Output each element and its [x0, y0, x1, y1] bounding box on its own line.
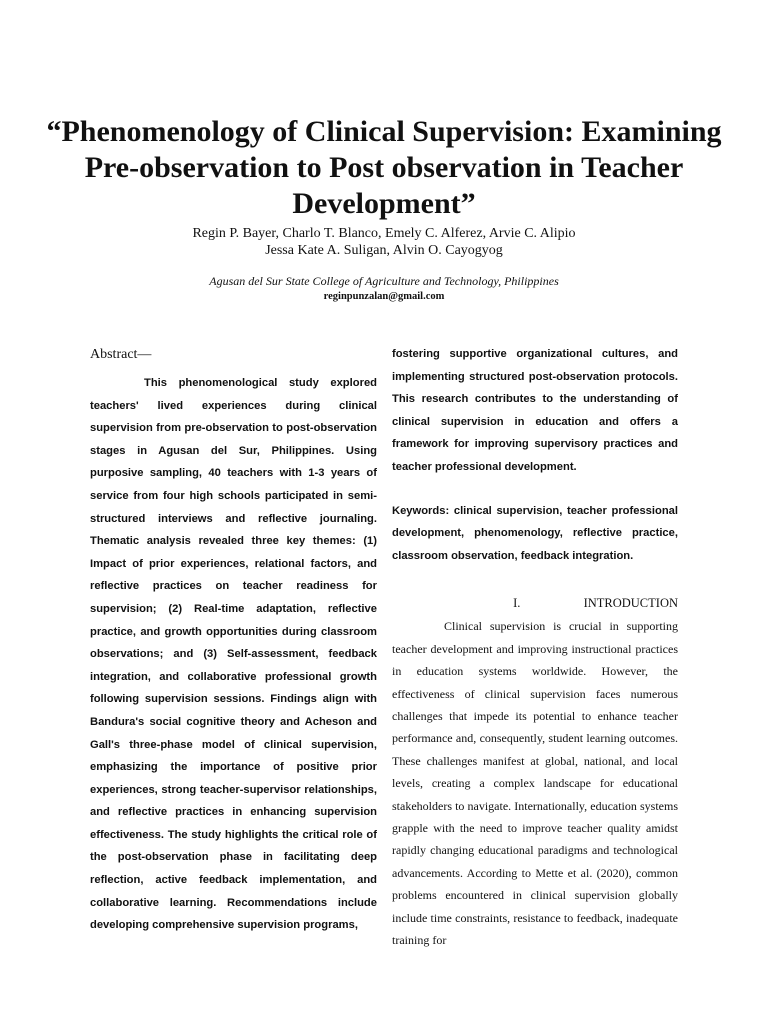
abstract-body: This phenomenological study explored teachers' lived experiences during clinical supervision from pre-observation to post-observation stages in Agusan del Sur, Philippines. Using purposive sampling, 40 teachers with 1-3 years of service from four high schools participated in semi-structured interviews and reflective journaling. Thematic analysis revealed three key themes: (1) Impact of prior experiences, relational factors, and reflective practices on teacher readiness for supervision; (2) Real-time adaptation, reflective practice, and growth opportunities during classroom observations; and (3) Self-assessment, feedback integration, and collaborative professional growth following supervision sessions. Findings align with Bandura's social cognitive theory and Acheson and Gall's three-phase model of clinical supervision, emphasizing the importance of positive prior experiences, strong teacher-supervisor relationships, and reflective practices in enhancing supervision effectiveness. The study highlights the critical role of the post-observation phase in facilitating deep reflection, active feedback implementation, and collaborative learning. Recommendations include developing comprehensive supervision programs,	[90, 377, 377, 932]
left-column	[90, 346, 377, 937]
abstract-continuation: fostering supportive organizational cultures, and implementing structured post-observation protocols. This research contributes to the understanding of clinical supervision in education and offers a framework for improving supervisory practices and teacher professional development.	[392, 348, 678, 473]
author-list	[40, 225, 728, 259]
paper-title: “Phenomenology of Clinical Supervision: Examining Pre-observation to Post observation in Teacher Development”	[46, 115, 722, 220]
introduction-body: Clinical supervision is crucial in supporting teacher development and improving instructional practices in education systems worldwide. However, the effectiveness of clinical supervision faces numerous challenges that impede its potential to enhance teacher performance and, consequently, student learning outcomes. These challenges manifest at global, national, and local levels, creating a complex landscape for educational stakeholders to navigate. Internationally, education systems grapple with the need to improve teacher quality amidst rapidly changing educational paradigms and technological advancements. According to Mette et al. (2020), common problems encountered in clinical supervision globally include time constraints, resistance to feedback, inadequate training for	[392, 619, 678, 948]
affiliation: Agusan del Sur State College of Agriculture and Technology, Philippines	[209, 274, 559, 288]
section-title: INTRODUCTION	[583, 596, 678, 611]
author-email: reginpunzalan@gmail.com	[323, 291, 445, 302]
section-number: I.	[513, 596, 521, 611]
abstract-label: Abstract—	[90, 347, 152, 362]
author-line-1: Regin P. Bayer, Charlo T. Blanco, Emely C. Alferez, Arvie C. Alipio	[192, 226, 576, 241]
section-heading-introduction	[392, 595, 678, 611]
right-column	[392, 343, 678, 951]
author-line-2: Jessa Kate A. Suligan, Alvin O. Cayogyog	[265, 243, 503, 258]
keywords: Keywords: clinical supervision, teacher professional development, phenomenology, reflective practice, classroom observation, feedback integration.	[392, 504, 678, 562]
